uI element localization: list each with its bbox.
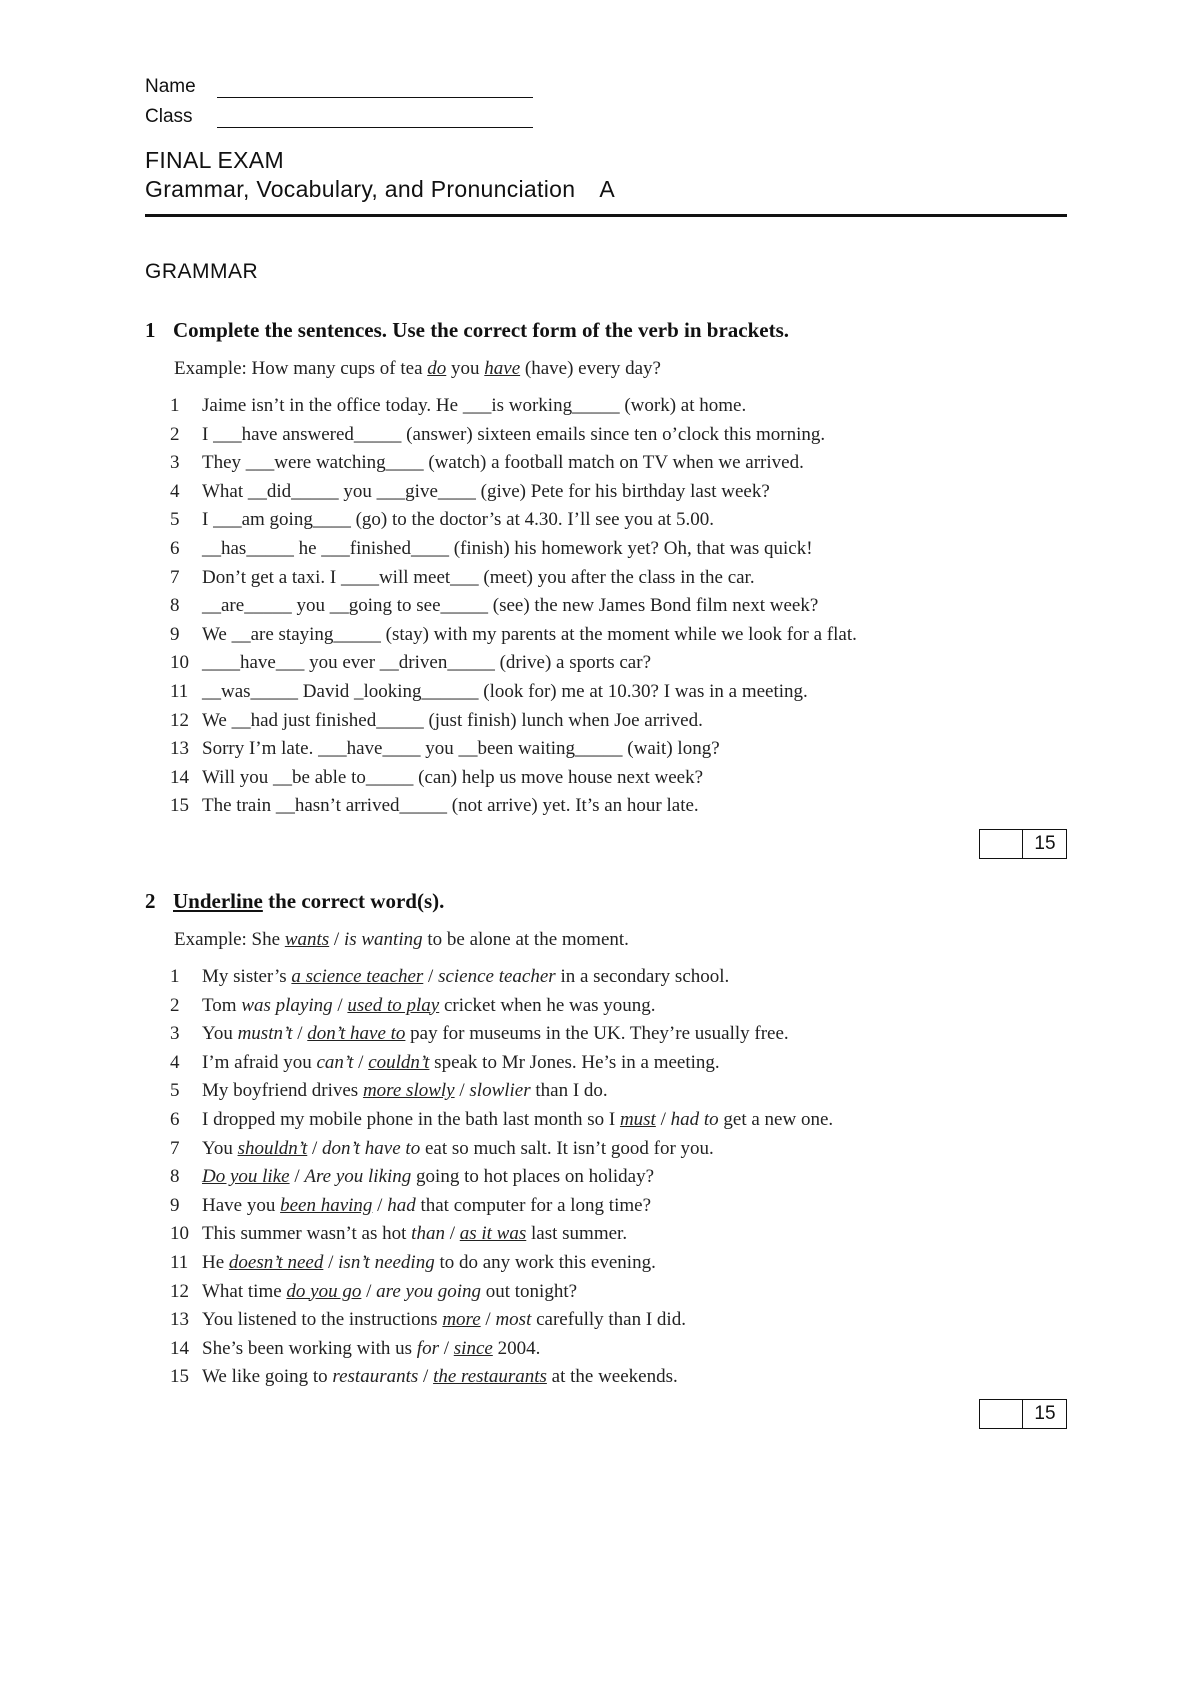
option-a[interactable]: restaurants (332, 1366, 419, 1388)
name-blank-line[interactable] (217, 79, 533, 98)
option-b[interactable]: most (495, 1309, 532, 1331)
item-text: She’s been working with us (202, 1337, 417, 1359)
option-a[interactable]: shouldn’t (237, 1137, 308, 1159)
question-item (170, 1135, 833, 1164)
score-total: 15 (1034, 1403, 1056, 1424)
option-a[interactable]: do you go (286, 1280, 362, 1302)
option-separator: / (323, 1251, 339, 1273)
item-number: 13 (170, 738, 189, 760)
option-b[interactable]: couldn’t (368, 1051, 430, 1073)
option-separator: / (418, 1366, 434, 1388)
item-number: 15 (170, 1366, 189, 1388)
item-text: You listened to the instructions (202, 1309, 443, 1331)
option-a[interactable]: doesn’t need (228, 1251, 324, 1273)
item-text: He (202, 1251, 229, 1273)
item-sentence[interactable]: Will you __be able to_____ (can) help us move house next week? (202, 766, 704, 788)
item-number: 6 (170, 537, 180, 559)
option-b[interactable]: since (453, 1337, 493, 1359)
question-item (170, 392, 857, 421)
question-item (170, 764, 857, 793)
question-item (170, 1220, 833, 1249)
option-a[interactable]: Do you like (202, 1166, 290, 1188)
item-text: My sister’s (202, 966, 292, 987)
option-separator: / (329, 929, 344, 950)
question-item (170, 1163, 833, 1192)
item-sentence[interactable]: __has_____ he ___finished____ (finish) his homework yet? Oh, that was quick! (202, 537, 813, 559)
item-text: at the weekends. (546, 1366, 678, 1388)
item-text: to do any work this evening. (434, 1251, 656, 1273)
item-sentence[interactable]: The train __hasn’t arrived_____ (not arrive) yet. It’s an hour late. (202, 795, 699, 817)
score-total: 15 (1034, 833, 1056, 854)
question-2-heading (145, 889, 444, 914)
question-item (170, 735, 857, 764)
question-item (170, 1335, 833, 1364)
question-item (170, 678, 857, 707)
question-item (170, 506, 857, 535)
question-item (170, 478, 857, 507)
option-separator: / (423, 966, 439, 987)
item-number: 3 (170, 452, 180, 474)
item-text: What time (202, 1280, 287, 1302)
item-sentence[interactable]: __are_____ you __going to see_____ (see) the new James Bond film next week? (202, 595, 819, 617)
item-number: 11 (170, 680, 189, 702)
option-b[interactable]: science teacher (438, 966, 556, 987)
option-b[interactable]: don’t have to (307, 1023, 406, 1045)
question-2-score-box (979, 1399, 1067, 1429)
item-number: 9 (170, 1194, 180, 1216)
item-text: I dropped my mobile phone in the bath last month so I (202, 1108, 620, 1130)
item-number: 14 (170, 1337, 189, 1359)
question-item (170, 1363, 833, 1392)
question-item (170, 1192, 833, 1221)
option-separator: / (372, 1194, 388, 1216)
item-number: 10 (170, 652, 189, 674)
question-instruction: the correct word(s). (262, 889, 445, 913)
question-item (170, 1077, 833, 1106)
item-text: that computer for a long time? (415, 1194, 652, 1216)
item-text: carefully than I did. (531, 1309, 686, 1331)
section-heading: GRAMMAR (145, 260, 259, 283)
example-answer: have (484, 358, 521, 379)
item-text: going to hot places on holiday? (411, 1166, 655, 1188)
option-b[interactable]: isn’t needing (338, 1251, 435, 1273)
item-text: This summer wasn’t as hot (202, 1223, 412, 1245)
score-input-cell[interactable] (980, 1400, 1023, 1428)
item-text: My boyfriend drives (202, 1080, 363, 1102)
question-2-items (170, 963, 833, 1392)
option-a[interactable]: more slowly (362, 1080, 455, 1102)
item-number: 12 (170, 1280, 189, 1302)
item-number: 15 (170, 795, 189, 817)
question-item (170, 621, 857, 650)
question-item (170, 535, 857, 564)
question-item (170, 421, 857, 450)
option-a[interactable]: was playing (241, 994, 333, 1016)
option-b[interactable]: slowlier (469, 1080, 531, 1102)
exam-version: A (599, 176, 615, 202)
example-text: Example: How many cups of tea (174, 358, 428, 379)
option-separator: / (292, 1023, 308, 1045)
item-number: 2 (170, 994, 180, 1016)
example-text: you (446, 358, 485, 379)
question-item (170, 649, 857, 678)
item-number: 1 (170, 395, 180, 416)
question-1-score-box (979, 829, 1067, 859)
question-1-heading (145, 318, 789, 343)
instruction-underlined-word: Underline (173, 889, 263, 913)
option-b[interactable]: the restaurants (433, 1366, 547, 1388)
question-item (170, 1049, 833, 1078)
option-a[interactable]: must (619, 1108, 656, 1130)
class-blank-line[interactable] (217, 109, 533, 128)
question-1-example (174, 358, 661, 380)
item-number: 7 (170, 566, 180, 588)
class-label: Class (145, 106, 193, 127)
example-text: Example: She (174, 929, 285, 950)
item-text: We like going to (202, 1366, 333, 1388)
item-text: get a new one. (718, 1108, 834, 1130)
item-number: 9 (170, 623, 180, 645)
option-a[interactable]: can’t (316, 1051, 354, 1073)
item-text: in a secondary school. (555, 966, 730, 987)
option-b[interactable]: Are you liking (304, 1166, 412, 1188)
item-sentence[interactable]: Sorry I’m late. ___have____ you __been waiting_____ (wait) long? (202, 738, 720, 760)
exam-title: FINAL EXAM (145, 147, 284, 173)
question-item (170, 1106, 833, 1135)
item-number: 12 (170, 709, 189, 731)
question-item (170, 592, 857, 621)
name-label: Name (145, 76, 196, 97)
option-b[interactable]: are you going (376, 1280, 481, 1302)
option-separator: / (655, 1108, 671, 1130)
example-option-a: wants (284, 929, 330, 950)
item-sentence[interactable]: I ___have answered_____ (answer) sixteen emails since ten o’clock this morning. (202, 423, 826, 445)
option-a[interactable]: more (442, 1309, 481, 1331)
question-item (170, 1278, 833, 1307)
question-item (170, 1249, 833, 1278)
item-sentence[interactable]: I ___am going____ (go) to the doctor’s at 4.30. I’ll see you at 5.00. (202, 509, 715, 531)
item-text: Tom (202, 994, 242, 1016)
exam-subtitle-text: Grammar, Vocabulary, and Pronunciation (145, 176, 576, 202)
option-a[interactable]: for (416, 1337, 439, 1359)
question-number: 1 (145, 318, 156, 342)
option-separator: / (454, 1080, 470, 1102)
name-field-row (145, 76, 533, 98)
item-text: You (202, 1137, 238, 1159)
item-text: You (202, 1023, 238, 1045)
option-separator: / (361, 1280, 377, 1302)
item-text: 2004. (492, 1337, 541, 1359)
example-text: to be alone at the moment. (422, 929, 629, 950)
option-b[interactable]: had (387, 1194, 416, 1216)
item-sentence[interactable]: We __are staying_____ (stay) with my parents at the moment while we look for a flat. (202, 623, 857, 645)
question-item (170, 707, 857, 736)
class-field-row (145, 106, 533, 128)
exam-subtitle (145, 176, 615, 203)
example-option-b: is wanting (343, 929, 423, 950)
item-number: 4 (170, 480, 180, 502)
item-number: 5 (170, 509, 180, 531)
item-text: I’m afraid you (202, 1051, 317, 1073)
item-text: cricket when he was young. (439, 994, 656, 1016)
option-separator: / (480, 1309, 496, 1331)
option-separator: / (353, 1051, 369, 1073)
item-number: 1 (170, 966, 180, 987)
option-b[interactable]: as it was (459, 1223, 527, 1245)
item-number: 11 (170, 1251, 189, 1273)
item-number: 10 (170, 1223, 189, 1245)
item-text: last summer. (526, 1223, 628, 1245)
question-instruction: Complete the sentences. Use the correct form of the verb in brackets. (173, 318, 790, 342)
question-item (170, 963, 833, 992)
question-2-example (174, 929, 629, 951)
item-number: 13 (170, 1309, 189, 1331)
option-separator: / (438, 1337, 454, 1359)
item-text: out tonight? (480, 1280, 578, 1302)
item-sentence[interactable]: Jaime isn’t in the office today. He ___is working_____ (work) at home. (202, 395, 747, 416)
item-sentence[interactable]: We __had just finished_____ (just finish) lunch when Joe arrived. (202, 709, 703, 731)
option-b[interactable]: don’t have to (322, 1137, 421, 1159)
item-number: 5 (170, 1080, 180, 1102)
item-text: pay for museums in the UK. They’re usually free. (405, 1023, 789, 1045)
item-sentence[interactable]: ____have___ you ever __driven_____ (drive) a sports car? (202, 652, 651, 674)
item-number: 6 (170, 1108, 180, 1130)
question-number: 2 (145, 889, 156, 913)
option-b[interactable]: had to (670, 1108, 719, 1130)
item-sentence[interactable]: __was_____ David _looking______ (look for) me at 10.30? I was in a meeting. (202, 680, 808, 702)
option-a[interactable]: been having (280, 1194, 373, 1216)
item-text: eat so much salt. It isn’t good for you. (420, 1137, 714, 1159)
item-text: Have you (202, 1194, 281, 1216)
option-separator: / (332, 994, 348, 1016)
item-number: 7 (170, 1137, 180, 1159)
item-number: 14 (170, 766, 189, 788)
option-separator: / (289, 1166, 305, 1188)
option-b[interactable]: used to play (347, 994, 440, 1016)
question-1-items (170, 392, 857, 821)
question-item (170, 1020, 833, 1049)
item-sentence[interactable]: What __did_____ you ___give____ (give) Pete for his birthday last week? (202, 480, 770, 502)
option-separator: / (444, 1223, 460, 1245)
title-divider (145, 214, 1067, 217)
option-a[interactable]: a science teacher (291, 966, 424, 987)
option-a[interactable]: mustn’t (237, 1023, 293, 1045)
item-sentence[interactable]: Don’t get a taxi. I ____will meet___ (meet) you after the class in the car. (202, 566, 755, 588)
question-item (170, 792, 857, 821)
item-text: speak to Mr Jones. He’s in a meeting. (429, 1051, 720, 1073)
item-number: 4 (170, 1051, 180, 1073)
option-separator: / (307, 1137, 323, 1159)
example-answer: do (427, 358, 447, 379)
item-text: than I do. (530, 1080, 608, 1102)
example-text: (have) every day? (520, 358, 661, 379)
question-item (170, 1306, 833, 1335)
item-number: 8 (170, 1166, 180, 1188)
item-number: 2 (170, 423, 180, 445)
option-a[interactable]: than (411, 1223, 445, 1245)
score-input-cell[interactable] (980, 830, 1023, 858)
question-item (170, 449, 857, 478)
item-sentence[interactable]: They ___were watching____ (watch) a football match on TV when we arrived. (202, 452, 804, 474)
question-item (170, 564, 857, 593)
item-number: 3 (170, 1023, 180, 1045)
question-item (170, 992, 833, 1021)
item-number: 8 (170, 595, 180, 617)
